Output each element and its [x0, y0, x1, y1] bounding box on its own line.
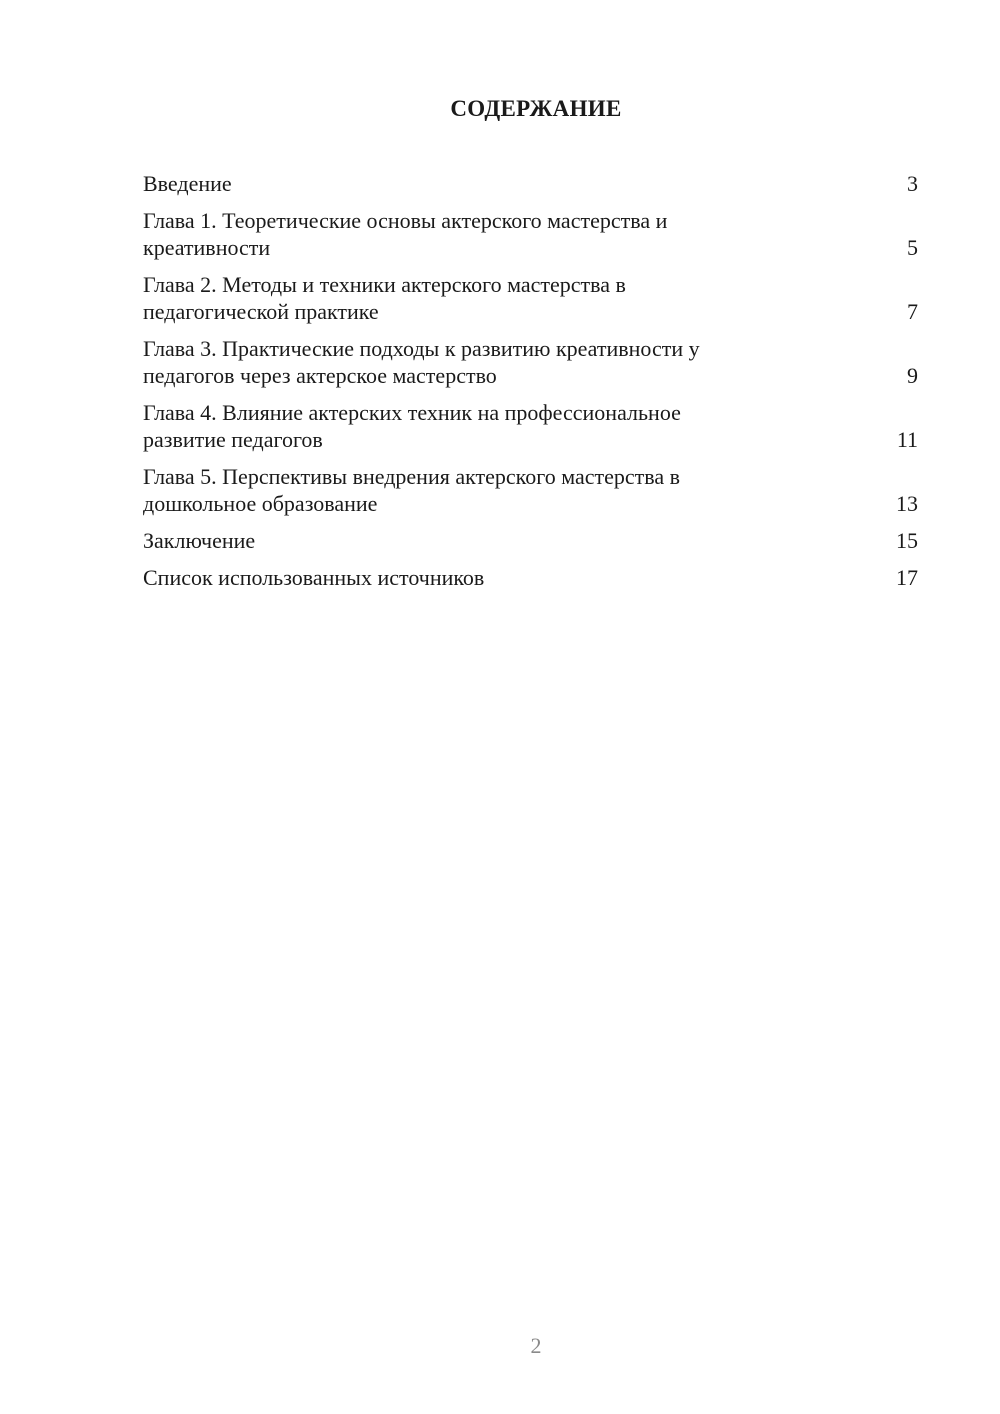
toc-entry-line: Введение [143, 171, 232, 196]
toc-entry-line: креативности [143, 235, 271, 260]
toc-entry-title [143, 170, 823, 197]
toc-entry-line: Глава 3. Практические подходы к развитию креативности у [143, 336, 700, 361]
toc-entry-title [143, 527, 823, 554]
toc-entry-page: 9 [907, 363, 918, 388]
toc-list [143, 170, 918, 601]
toc-entry-page: 13 [896, 491, 918, 516]
toc-entry-title [143, 207, 823, 261]
toc-entry-line: Глава 4. Влияние актерских техник на профессиональное [143, 400, 681, 425]
toc-entry-page: 17 [896, 565, 918, 590]
toc-entry-line: Список использованных источников [143, 565, 485, 590]
toc-entry-line: развитие педагогов [143, 427, 323, 452]
toc-entry-line: Глава 2. Методы и техники актерского мастерства в [143, 272, 626, 297]
toc-entry-page: 11 [896, 427, 918, 452]
toc-entry [143, 564, 918, 591]
toc-entry [143, 170, 918, 197]
toc-entry-title [143, 564, 823, 591]
toc-entry [143, 463, 918, 517]
toc-entry-line: Заключение [143, 528, 256, 553]
toc-entry-line: педагогической практике [143, 299, 379, 324]
toc-title: СОДЕРЖАНИЕ [450, 96, 622, 121]
toc-entry-title [143, 271, 823, 325]
page-number: 2 [530, 1333, 542, 1358]
toc-entry-title [143, 399, 823, 453]
toc-entry [143, 399, 918, 453]
toc-entry [143, 527, 918, 554]
toc-entry [143, 207, 918, 261]
toc-entry [143, 335, 918, 389]
toc-entry-line: Глава 5. Перспективы внедрения актерского мастерства в [143, 464, 681, 489]
toc-entry-title [143, 463, 823, 517]
toc-entry-page: 15 [896, 528, 918, 553]
toc-entry-page: 5 [907, 235, 918, 260]
toc-entry-line: дошкольное образование [143, 491, 378, 516]
toc-entry-page: 7 [907, 299, 918, 324]
toc-entry-line: педагогов через актерское мастерство [143, 363, 497, 388]
toc-entry [143, 271, 918, 325]
toc-entry-page: 3 [907, 171, 918, 196]
toc-entry-line: Глава 1. Теоретические основы актерского мастерства и [143, 208, 668, 233]
toc-entry-title [143, 335, 823, 389]
